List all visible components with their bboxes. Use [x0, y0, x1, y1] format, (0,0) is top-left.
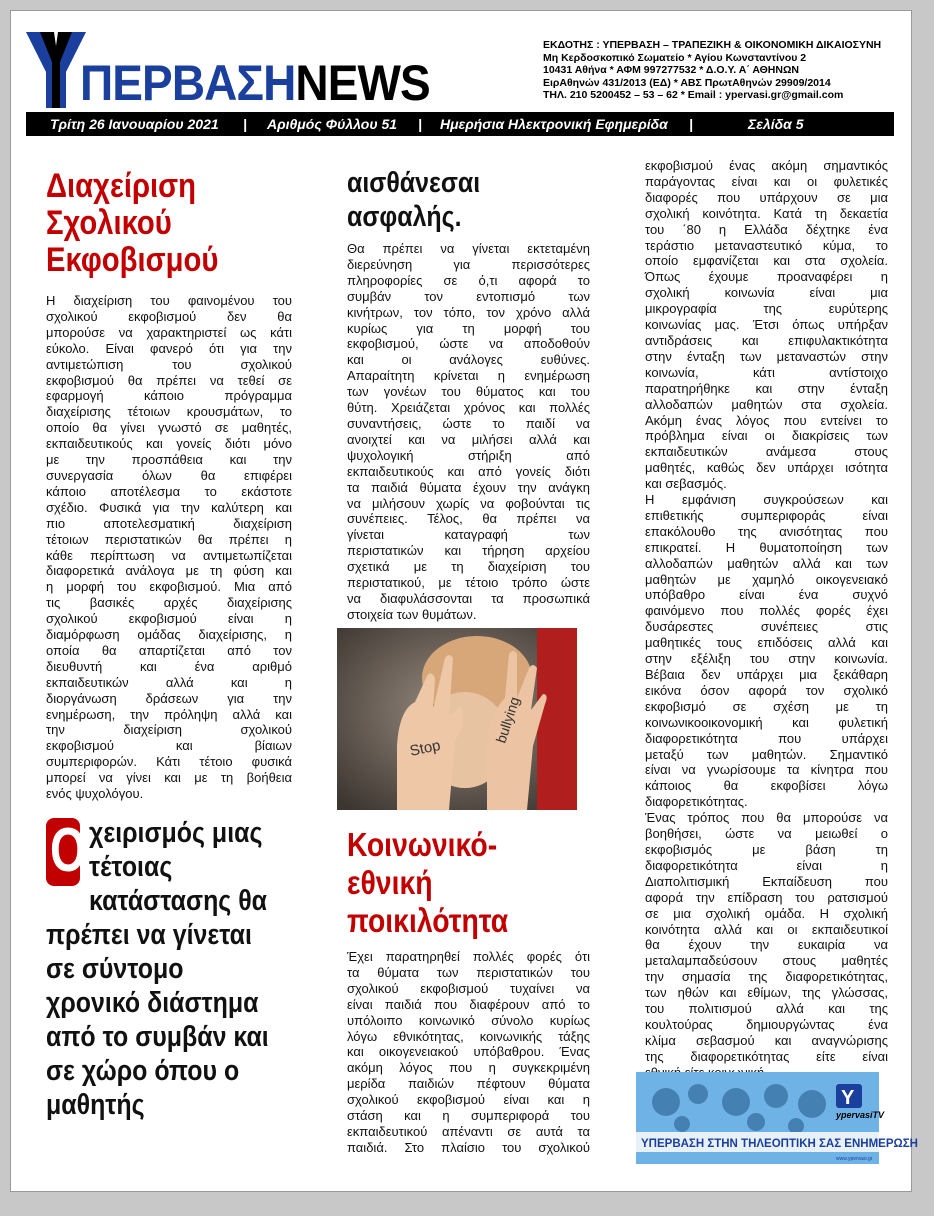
text-line: διαφορετικότητας.	[645, 794, 748, 810]
text-line: σχολική κοινότητα. Κατά τη δεκαετία	[645, 205, 888, 221]
text-line: διαχείρισης τέτοιων κρουσμάτων, το	[46, 404, 292, 420]
headline-line: Σχολικού	[46, 204, 172, 242]
ad-logo-text: ypervasiTV	[836, 1110, 885, 1120]
text-line: θύτη. Χρειάζεται χρόνος και πολλές	[347, 400, 590, 416]
text-line: τεράστιο μεταναστευτικό κύμα, το	[645, 237, 888, 253]
text-line: εικόνα όσον αφορά τον σχολικό	[645, 682, 888, 698]
text-line: υπόλοιπο κοινωνικό σύνολο κυρίως	[347, 1012, 590, 1028]
publisher-line: 10431 Αθήνα * ΑΦΜ 997277532 * Δ.Ο.Υ. Α΄ ΑΘΗΝΩΝ	[543, 64, 799, 76]
text-line: συνεργασία όλων θα επιφέρει	[46, 467, 292, 483]
text-line: κάποιος θα εκφοβίσει λόγω	[645, 778, 888, 794]
text-line: συναντήσεις, ώστε το παιδί να	[347, 415, 590, 431]
text-line: σε μια σχολική ομάδα. Η σχολική	[645, 905, 888, 921]
text-line: μεταλαμπαδεύσουν στους μαθητές	[645, 953, 888, 969]
logo-word: ΠΕΡΒΑΣΗ	[80, 55, 296, 111]
text-line: μεταξύ των μαθητών. Σημαντικό	[645, 746, 888, 762]
text-line: διαφορές που υπάρχουν σε μια	[645, 189, 888, 205]
text-line: διοργάνωση δράσεων για την	[46, 690, 292, 706]
text-line: αλλοδαπών μαθητών αλλά και των	[645, 555, 888, 571]
text-line: λόγω εθνικότητας, κοινωνικής τάξης	[347, 1028, 590, 1044]
issue-bar	[26, 112, 894, 136]
pullquote-line: χειρισμός μιας	[89, 817, 263, 849]
text-line: στην ένταξη των μεταναστών στην	[645, 348, 888, 364]
text-line: κλίμα σεβασμού και αναγνώρισης	[645, 1032, 888, 1048]
text-line: διαφορετικότητα που υπάρχει	[645, 730, 888, 746]
masthead-logo	[26, 32, 484, 111]
text-line: κυρίως για τη μορφή του	[347, 320, 590, 336]
text-line: Έχει παρατηρηθεί πολλές φορές ότι	[347, 949, 590, 964]
text-line: είναι παιδιά που διαφέρουν από το	[347, 996, 590, 1012]
text-line: δυσάρεστες συνέπειες στις	[645, 619, 888, 635]
text-line: αντιδράσεις και επιφυλακτικότητα	[645, 332, 888, 348]
article2-body	[347, 949, 590, 1156]
pullquote-line: μαθητής	[46, 1089, 145, 1121]
text-line: Θα πρέπει να γίνεται εκτεταμένη	[347, 241, 590, 256]
text-line: διαφορετικά ανάλογα με τη φύση και	[46, 563, 292, 579]
text-line: τα παιδιά θύματα έχουν την ανάγκη	[347, 479, 590, 495]
pullquote-line: από το συμβάν και	[46, 1021, 269, 1053]
text-line: μπορεί να γίνει και με τη βοήθεια	[46, 770, 292, 786]
pullquote-line: τέτοιας	[89, 851, 173, 883]
text-line: του πολιτισμού αλλά και της	[645, 1001, 888, 1017]
article1-body	[46, 293, 292, 802]
logo-wordmark	[80, 55, 430, 111]
ypervasi-tv-banner[interactable]	[636, 1072, 918, 1164]
text-line: παράγοντας είναι και οι φυλετικές	[645, 173, 888, 189]
pullquote-line: πρέπει να γίνεται	[46, 919, 252, 951]
text-line: εκφοβισμού και βίαιων	[46, 738, 292, 754]
text-line: εκφοβισμού, ώστε να αποδοθούν	[347, 336, 590, 352]
text-line: σχέδιο. Φυσικά για την καλύτερη και	[46, 499, 292, 515]
text-line: σχολικού εκφοβισμού είναι και η	[347, 1092, 590, 1108]
text-line: να διαφυλάσσονται τα προσωπικά	[347, 590, 590, 606]
headline-line: εθνική	[347, 864, 433, 901]
text-line: της διαφορετικότητας είτε είναι	[645, 1048, 888, 1064]
text-line: και οικογενειακού υπόβαθρου. Ένας	[347, 1044, 590, 1060]
text-line: κοινωνίας μας. Έτσι όπως υπήρξαν	[645, 317, 888, 333]
text-line: Απαραίτητη κρίνεται η ενημέρωση	[347, 368, 590, 384]
text-line: φαινόμενο που πολλές φορές έχει	[645, 603, 888, 619]
text-line: Η εμφάνιση συγκρούσεων και	[645, 492, 888, 508]
text-line: συνέπειες. Τέλος, θα πρέπει να	[347, 511, 590, 527]
article1-continued-body	[347, 241, 590, 623]
text-line: εύκολο. Είναι φανερό ότι για την	[46, 340, 292, 356]
text-line: εκπαιδευτικού απέναντι σε αυτά τα	[347, 1123, 590, 1139]
text-line: εκφοβισμού θα πρέπει να τεθεί σε	[46, 372, 292, 388]
text-line: εκφοβισμό σε σχέση με τη	[645, 698, 888, 714]
text-line: κοινωνικοοικονομική και φυλετική	[645, 714, 888, 730]
text-line: γίνεται καταγραφή των	[347, 527, 590, 543]
bar-separator: |	[243, 116, 247, 132]
text-line: ενός ψυχολόγου.	[46, 786, 144, 802]
text-line: με την προσπάθεια και την	[46, 452, 292, 468]
logo-news: NEWS	[295, 55, 430, 111]
text-line: υπόβαθρο είναι ένα συχνό	[645, 587, 888, 603]
stop-bullying-photo	[337, 628, 577, 810]
text-line: θα έχουν την ευκαιρία να	[645, 937, 888, 953]
logo-y-mark	[26, 32, 86, 108]
text-line: αλλοδαπών μαθητών στα σχολεία.	[645, 396, 888, 412]
text-line: παρατηρήθηκε και στην ένταξη	[645, 380, 888, 396]
pullquote-continuation	[347, 166, 480, 234]
pullquote-line: ασφαλής.	[347, 201, 462, 233]
ad-caption: ΥΠΕΡΒΑΣΗ ΣΤΗΝ ΤΗΛΕΟΠΤΙΚΗ ΣΑΣ ΕΝΗΜΕΡΩΣΗ	[641, 1138, 918, 1150]
pullquote-line: σε σύντομο	[46, 953, 184, 985]
text-line: ανοιχτεί και να μιλήσει αλλά και	[347, 431, 590, 447]
text-line: επακόλουθο της ανισότητας που	[645, 523, 888, 539]
text-line: Διαπολιτισμική Εκπαίδευση που	[645, 873, 888, 889]
text-line: Ακόμη ένας λόγος που εντείνει το	[645, 412, 888, 428]
text-line: είναι να γνωρίσουμε τα κίνητρα που	[645, 762, 888, 778]
text-line: κάθε περίπτωση να αντιμετωπίζεται	[46, 547, 292, 563]
article2-continued-body	[645, 158, 888, 1081]
text-line: τέτοιων περιστατικών θα πρέπει η	[46, 531, 292, 547]
text-line: την διαχείριση σχολικού	[46, 722, 292, 738]
text-line: στοιχεία των θυμάτων.	[347, 606, 477, 622]
publisher-line: ΤΗΛ. 210 5200452 – 53 – 62 * Email : ypervasi.gr@gmail.com	[543, 89, 844, 101]
text-line: του ΄80 η Ελλάδα δέχτηκε ένα	[645, 221, 888, 237]
text-line: σχετικά με τη διαχείριση του	[347, 559, 590, 575]
text-line: Ένας τρόπος που θα μπορούσε να	[645, 810, 888, 826]
text-line: παιδιά. Στο πλαίσιο του σχολικού	[347, 1139, 590, 1155]
text-line: περιστατικών και τήρηση αρχείου	[347, 543, 590, 559]
text-line: διευθυντή και ένα αριθμό	[46, 658, 292, 674]
text-line: σχολικού εκφοβισμού τυχαίνει να	[347, 980, 590, 996]
text-line: εκφοβισμού ένας ακόμη σημαντικός	[645, 158, 888, 173]
text-line: επιθετικής συμπεριφοράς είναι	[645, 507, 888, 523]
pullquote-text	[46, 816, 287, 1122]
headline-line: Διαχείριση	[46, 167, 197, 205]
text-line: και οι ανάλογες ευθύνες.	[347, 352, 590, 368]
text-line: μερίδα παιδιών πέφτουν θύματα	[347, 1076, 590, 1092]
text-line: ψυχολογική στήριξη από	[347, 447, 590, 463]
pullquote-line: αισθάνεσαι	[347, 167, 481, 199]
text-line: των γονέων του θύματος και του	[347, 384, 590, 400]
headline-line: Κοινωνικό-	[347, 826, 498, 863]
text-line: βοηθήσει, ώστε να μειωθεί ο	[645, 826, 888, 842]
text-line: πρόβλημα είναι οι διακρίσεις των	[645, 428, 888, 444]
text-line: μπορούσε να χαρακτηριστεί ως κάτι	[46, 324, 292, 340]
text-line: σχολική κοινωνία είναι μια	[645, 285, 888, 301]
ad-url: www.ypervasi.gr	[836, 1156, 873, 1162]
text-line: οποία θα απαρτίζεται από τον	[46, 642, 292, 658]
text-line: συμπεριφορών. Κάτι τέτοιο φυσικά	[46, 754, 292, 770]
article1-headline	[46, 168, 218, 279]
text-line: εκπαιδευτικών ανάμεσα στους	[645, 444, 888, 460]
text-line: σχολικού εκφοβισμού δεν θα	[46, 308, 292, 324]
text-line: Η διαχείριση του φαινομένου του	[46, 293, 292, 308]
text-line: περιστατικού, με τέτοιο τρόπο ώστε	[347, 575, 590, 591]
text-line: εκπαιδευτικών αλλά και η	[46, 674, 292, 690]
text-line: εφαρμογή κάποιο πρόγραμμα	[46, 388, 292, 404]
publisher-line: ΕιρΑθηνών 431/2013 (ΕΔ) * ΑΒΣ ΠρωτΑθηνών 29909/2014	[543, 76, 831, 89]
issue-type: Ημερήσια Ηλεκτρονική Εφημερίδα	[440, 116, 668, 132]
photo-text-stop: Stop	[408, 736, 443, 760]
bar-separator: |	[418, 116, 422, 132]
text-line: αφορά την επίδραση του ρατσισμού	[645, 889, 888, 905]
issue-number: Αριθμός Φύλλου 51	[267, 116, 398, 132]
headline-line: Εκφοβισμού	[46, 241, 219, 279]
publisher-line: ΕΚΔΟΤΗΣ : ΥΠΕΡΒΑΣΗ – ΤΡΑΠΕΖΙΚΗ & ΟΙΚΟΝΟΜΙΚΗ ΔΙΚΑΙΟΣΥΝΗ	[543, 39, 882, 51]
text-line: αντιμετώπιση του σχολικού	[46, 356, 292, 372]
publisher-info	[543, 39, 893, 102]
text-line: κινήτρων, τον τόπο, τον χρόνο αλλά	[347, 304, 590, 320]
text-line: η μορφή του εκφοβισμού. Μια από	[46, 579, 292, 595]
text-line: ακόμη λόγος που η συγκεκριμένη	[347, 1060, 590, 1076]
text-line: τις βασικές αρχές διαχείρισης	[46, 595, 292, 611]
text-line: διαφορετικότητα είναι η	[645, 857, 888, 873]
text-line: κουλτούρας δημιουργώντας ένα	[645, 1016, 888, 1032]
text-line: μαθητών με χαμηλό οικογενειακό	[645, 571, 888, 587]
text-line: κοινωνία, κάτι αντίστοιχο	[645, 364, 888, 380]
text-line: στην εξέλιξη του στην κοινωνία.	[645, 651, 888, 667]
text-line: την σημασία της διαφορετικότητας,	[645, 969, 888, 985]
text-line: στάση και η συμπεριφορά του	[347, 1108, 590, 1124]
text-line: επικρατεί. Η θυματοποίηση των	[645, 539, 888, 555]
text-line: ενημέρωση, την πρόληψη αλλά και	[46, 706, 292, 722]
text-line: πιο αποτελεσματική διαχείριση	[46, 515, 292, 531]
text-line: διαμόρφωση ομάδας διαχείρισης, η	[46, 627, 292, 643]
page-number: Σελίδα 5	[748, 116, 804, 132]
text-line: διερεύνηση για περισσότερες	[347, 256, 590, 272]
text-line: κοινότητα αλλά και οι εκπαιδευτικοί	[645, 921, 888, 937]
text-line: και σεβασμός.	[645, 476, 727, 492]
text-line: συμβάν τον εντοπισμό των	[347, 288, 590, 304]
photo-text-bullying: bullying	[492, 694, 523, 745]
pullquote-line: κατάστασης θα	[89, 885, 268, 917]
headline-line: ποικιλότητα	[347, 902, 509, 939]
publisher-line: Μη Κερδοσκοπικό Σωματείο * Αγίου Κωνσταντίνου 2	[543, 51, 807, 64]
text-line: να μιλήσουν χωρίς να φοβούνται τις	[347, 495, 590, 511]
text-line: πληροφορίες σε ό,τι αφορά το	[347, 272, 590, 288]
svg-text:Y: Y	[841, 1087, 855, 1109]
text-line: κάποιο αποτέλεσμα το εκάστοτε	[46, 483, 292, 499]
text-line: Βέβαια δεν υπάρχει μια ξεκάθαρη	[645, 667, 888, 682]
text-line: μαθητές, καθώς δεν υπάρχει ισότητα	[645, 460, 888, 476]
text-line: σχολικού εκφοβισμού είναι η	[46, 611, 292, 627]
text-line: των ηθών και εθίμων, της γλώσσας,	[645, 985, 888, 1001]
text-line: μικρογραφία της ευρύτερης	[645, 301, 888, 317]
text-line: Όπως έχουμε προαναφέρει η	[645, 269, 888, 285]
text-line: τα θύματα των περιστατικών του	[347, 964, 590, 980]
text-line: μαθητικές τους επιδόσεις αλλά και	[645, 635, 888, 651]
pullquote-line: χρονικό διάστημα	[46, 987, 259, 1019]
issue-date: Τρίτη 26 Ιανουαρίου 2021	[50, 116, 219, 132]
text-line: εκπαιδευτικούς και από γονείς διότι	[347, 463, 590, 479]
text-line: οποίο θα γίνει γνωστό σε μαθητές,	[46, 420, 292, 436]
pullquote-line: σε χώρο όπου ο	[46, 1055, 240, 1087]
text-line: εκφοβισμός με βάση τη	[645, 841, 888, 857]
article2-headline	[347, 826, 508, 940]
drop-cap: Ο	[50, 816, 87, 885]
bar-separator: |	[689, 116, 693, 132]
text-line: οποίο εμφανίζεται και στα σχολεία.	[645, 253, 888, 269]
text-line: εκπαιδευτικούς και γονείς διότι μόνο	[46, 436, 292, 452]
